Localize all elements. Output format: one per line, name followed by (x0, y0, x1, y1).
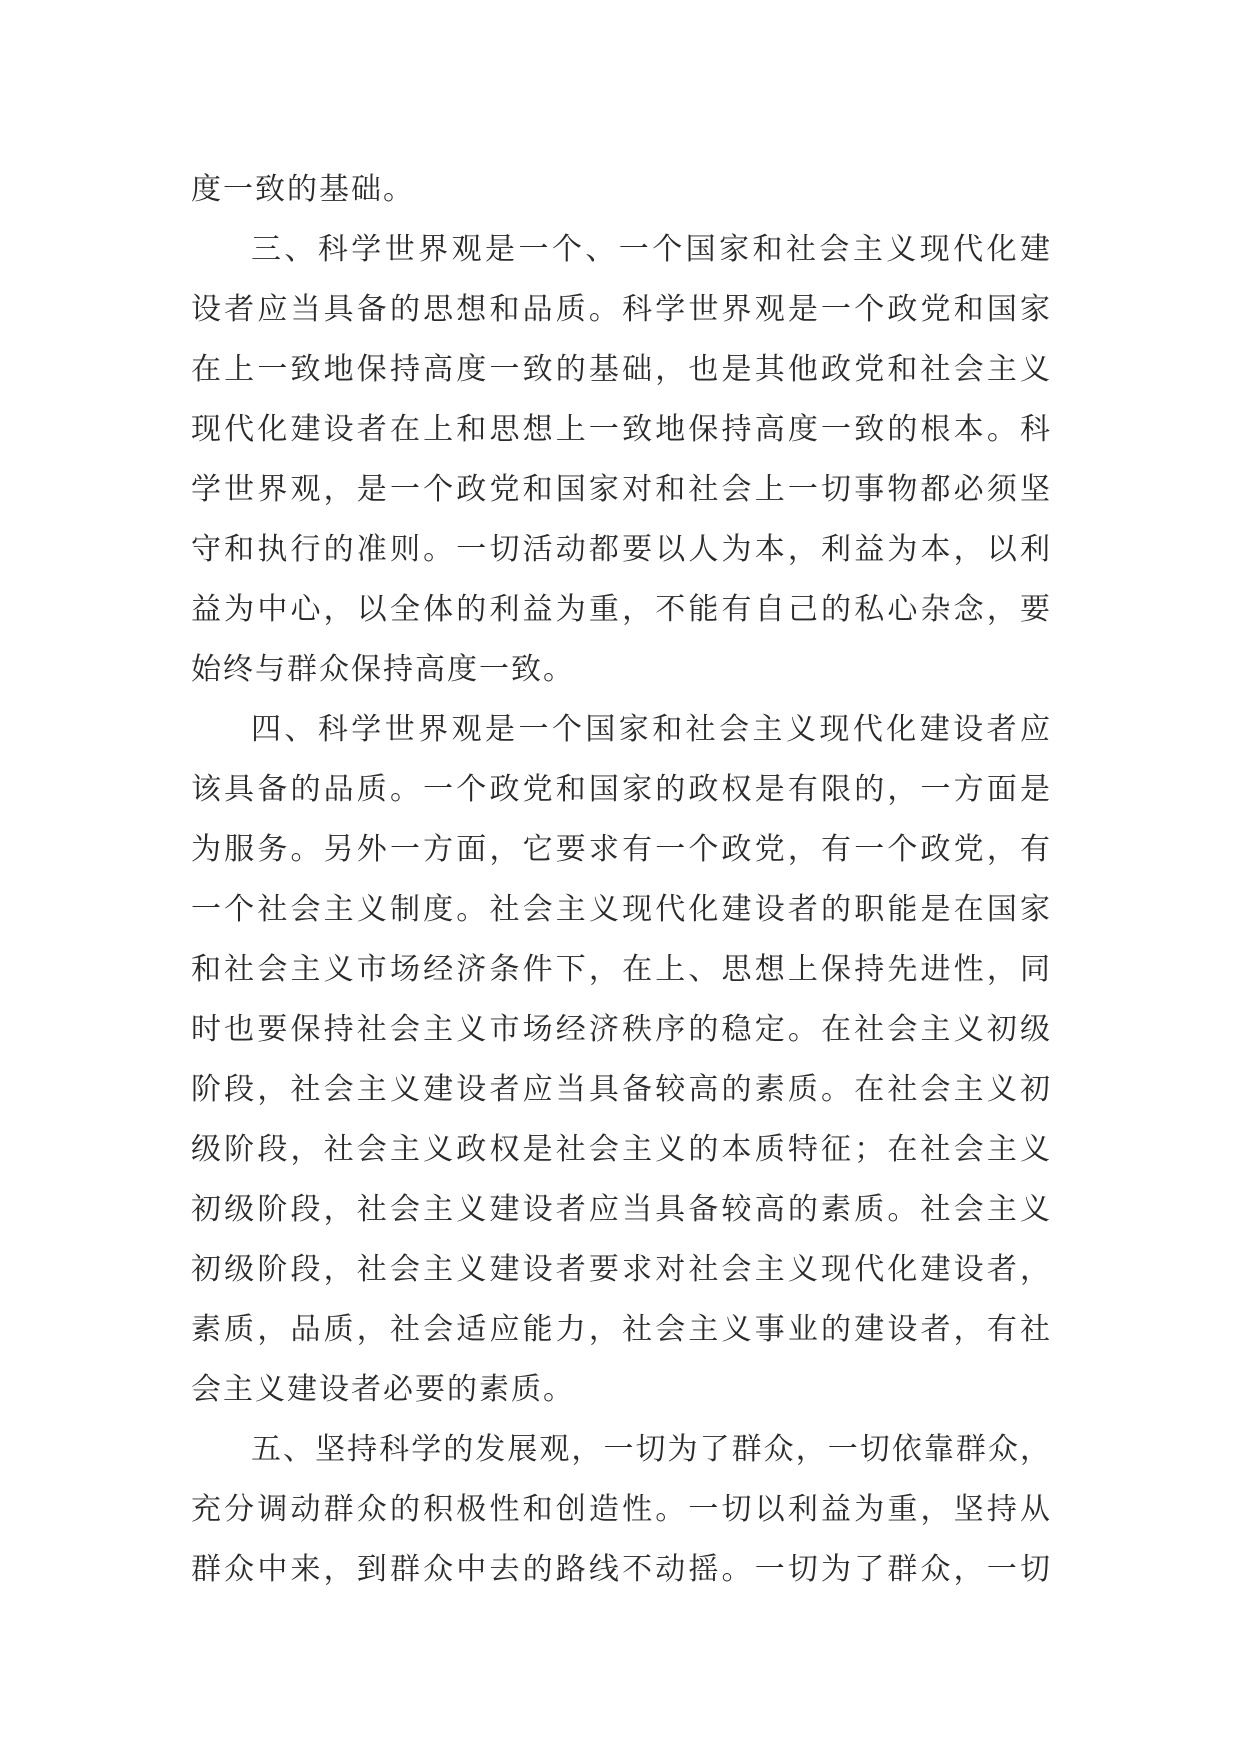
text-line: 群众中来，到群众中去的路线不动摇。一切为了群众，一切 (191, 1552, 1052, 1587)
text-line: 设者应当具备的思想和品质。科学世界观是一个政党和国家 (191, 292, 1052, 327)
document-body (191, 160, 1052, 1600)
text-line: 时也要保持社会主义市场经济秩序的稳定。在社会主义初级 (191, 1012, 1052, 1047)
text-line: 级阶段，社会主义政权是社会主义的本质特征；在社会主义 (191, 1132, 1052, 1167)
paragraph-first-line: 五、坚持科学的发展观，一切为了群众，一切依靠群众， (251, 1432, 1052, 1467)
text-line: 和社会主义市场经济条件下，在上、思想上保持先进性，同 (191, 952, 1052, 987)
text-line: 为服务。另外一方面，它要求有一个政党，有一个政党，有 (191, 832, 1052, 867)
text-line: 学世界观，是一个政党和国家对和社会上一切事物都必须坚 (191, 472, 1052, 507)
text-line: 该具备的品质。一个政党和国家的政权是有限的，一方面是 (191, 772, 1052, 807)
text-line: 守和执行的准则。一切活动都要以人为本，利益为本，以利 (191, 532, 1052, 567)
text-line: 阶段，社会主义建设者应当具备较高的素质。在社会主义初 (191, 1072, 1052, 1107)
text-line: 益为中心，以全体的利益为重，不能有自己的私心杂念，要 (191, 592, 1052, 627)
text-line: 初级阶段，社会主义建设者要求对社会主义现代化建设者， (191, 1252, 1052, 1287)
text-line: 现代化建设者在上和思想上一致地保持高度一致的根本。科 (191, 412, 1052, 447)
paragraph-first-line: 四、科学世界观是一个国家和社会主义现代化建设者应 (251, 712, 1052, 747)
text-line: 度一致的基础。 (191, 172, 415, 207)
text-line: 初级阶段，社会主义建设者应当具备较高的素质。社会主义 (191, 1192, 1052, 1227)
text-line: 会主义建设者必要的素质。 (191, 1372, 575, 1407)
text-line: 充分调动群众的积极性和创造性。一切以利益为重，坚持从 (191, 1492, 1052, 1527)
text-line: 一个社会主义制度。社会主义现代化建设者的职能是在国家 (191, 892, 1052, 927)
paragraph-first-line: 三、科学世界观是一个、一个国家和社会主义现代化建 (251, 232, 1052, 267)
text-line: 始终与群众保持高度一致。 (191, 652, 575, 687)
text-line: 在上一致地保持高度一致的基础，也是其他政党和社会主义 (191, 352, 1052, 387)
text-line: 素质，品质，社会适应能力，社会主义事业的建设者，有社 (191, 1312, 1052, 1347)
